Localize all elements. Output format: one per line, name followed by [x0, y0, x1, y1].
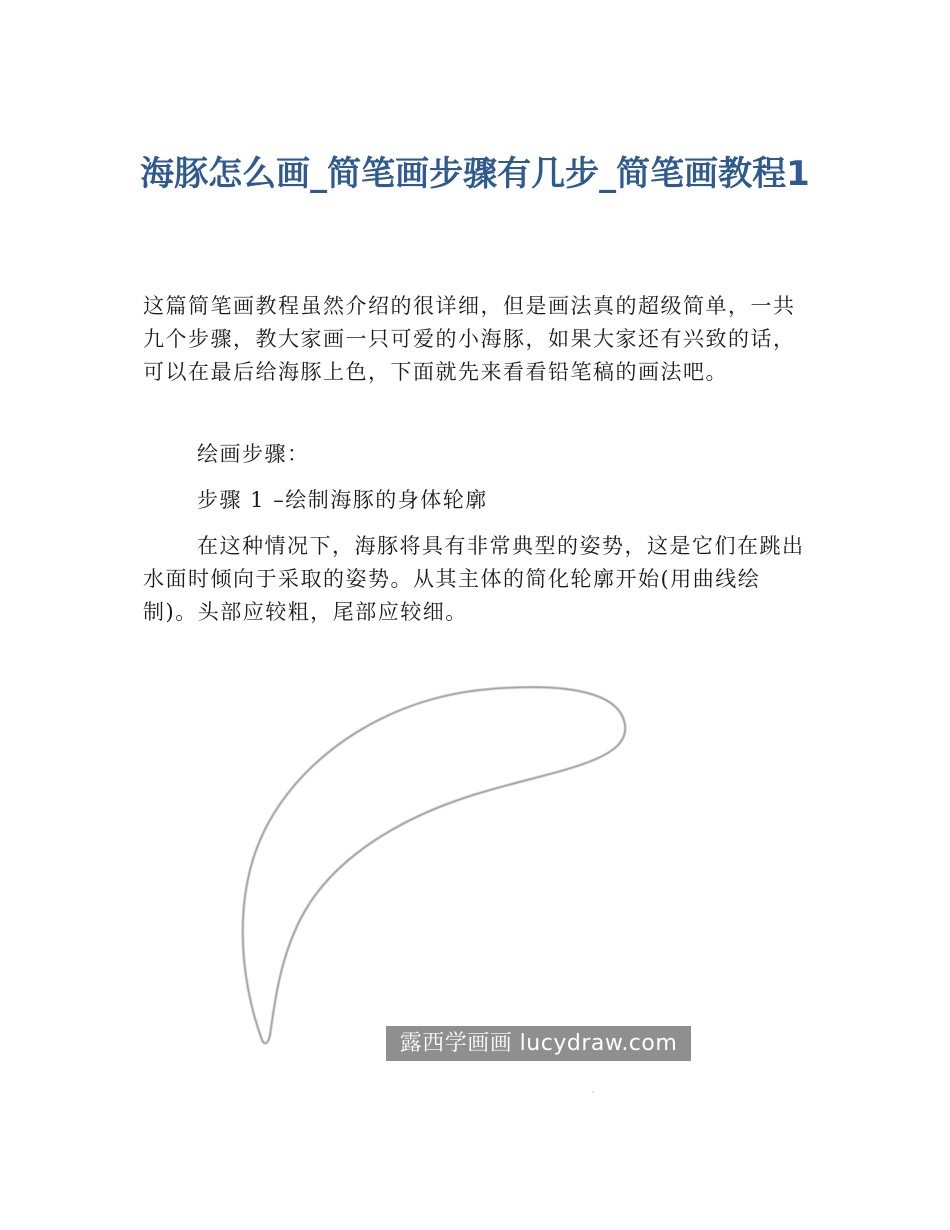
step1-heading: 步骤 1 –绘制海豚的身体轮廓 [197, 488, 488, 512]
page-title: 海豚怎么画_简笔画步骤有几步_简笔画教程1 [140, 154, 810, 194]
step1-description: 在这种情况下，海豚将具有非常典型的姿势，这是它们在跳出水面时倾向于采取的姿势。从其主体的简化轮廓开始(用曲线绘制)。头部应较粗，尾部应较细。 [143, 534, 805, 624]
speck-dot [592, 1091, 594, 1093]
site-watermark: 露西学画画 lucydraw.com [386, 1026, 691, 1061]
dolphin-body-outline [243, 687, 626, 1043]
intro-paragraph: 这篇简笔画教程虽然介绍的很详细，但是画法真的超级简单，一共九个步骤，教大家画一只可爱的小海豚，如果大家还有兴致的话，可以在最后给海豚上色，下面就先来看看铅笔稿的画法吧。 [143, 294, 796, 384]
steps-label: 绘画步骤： [197, 442, 310, 466]
